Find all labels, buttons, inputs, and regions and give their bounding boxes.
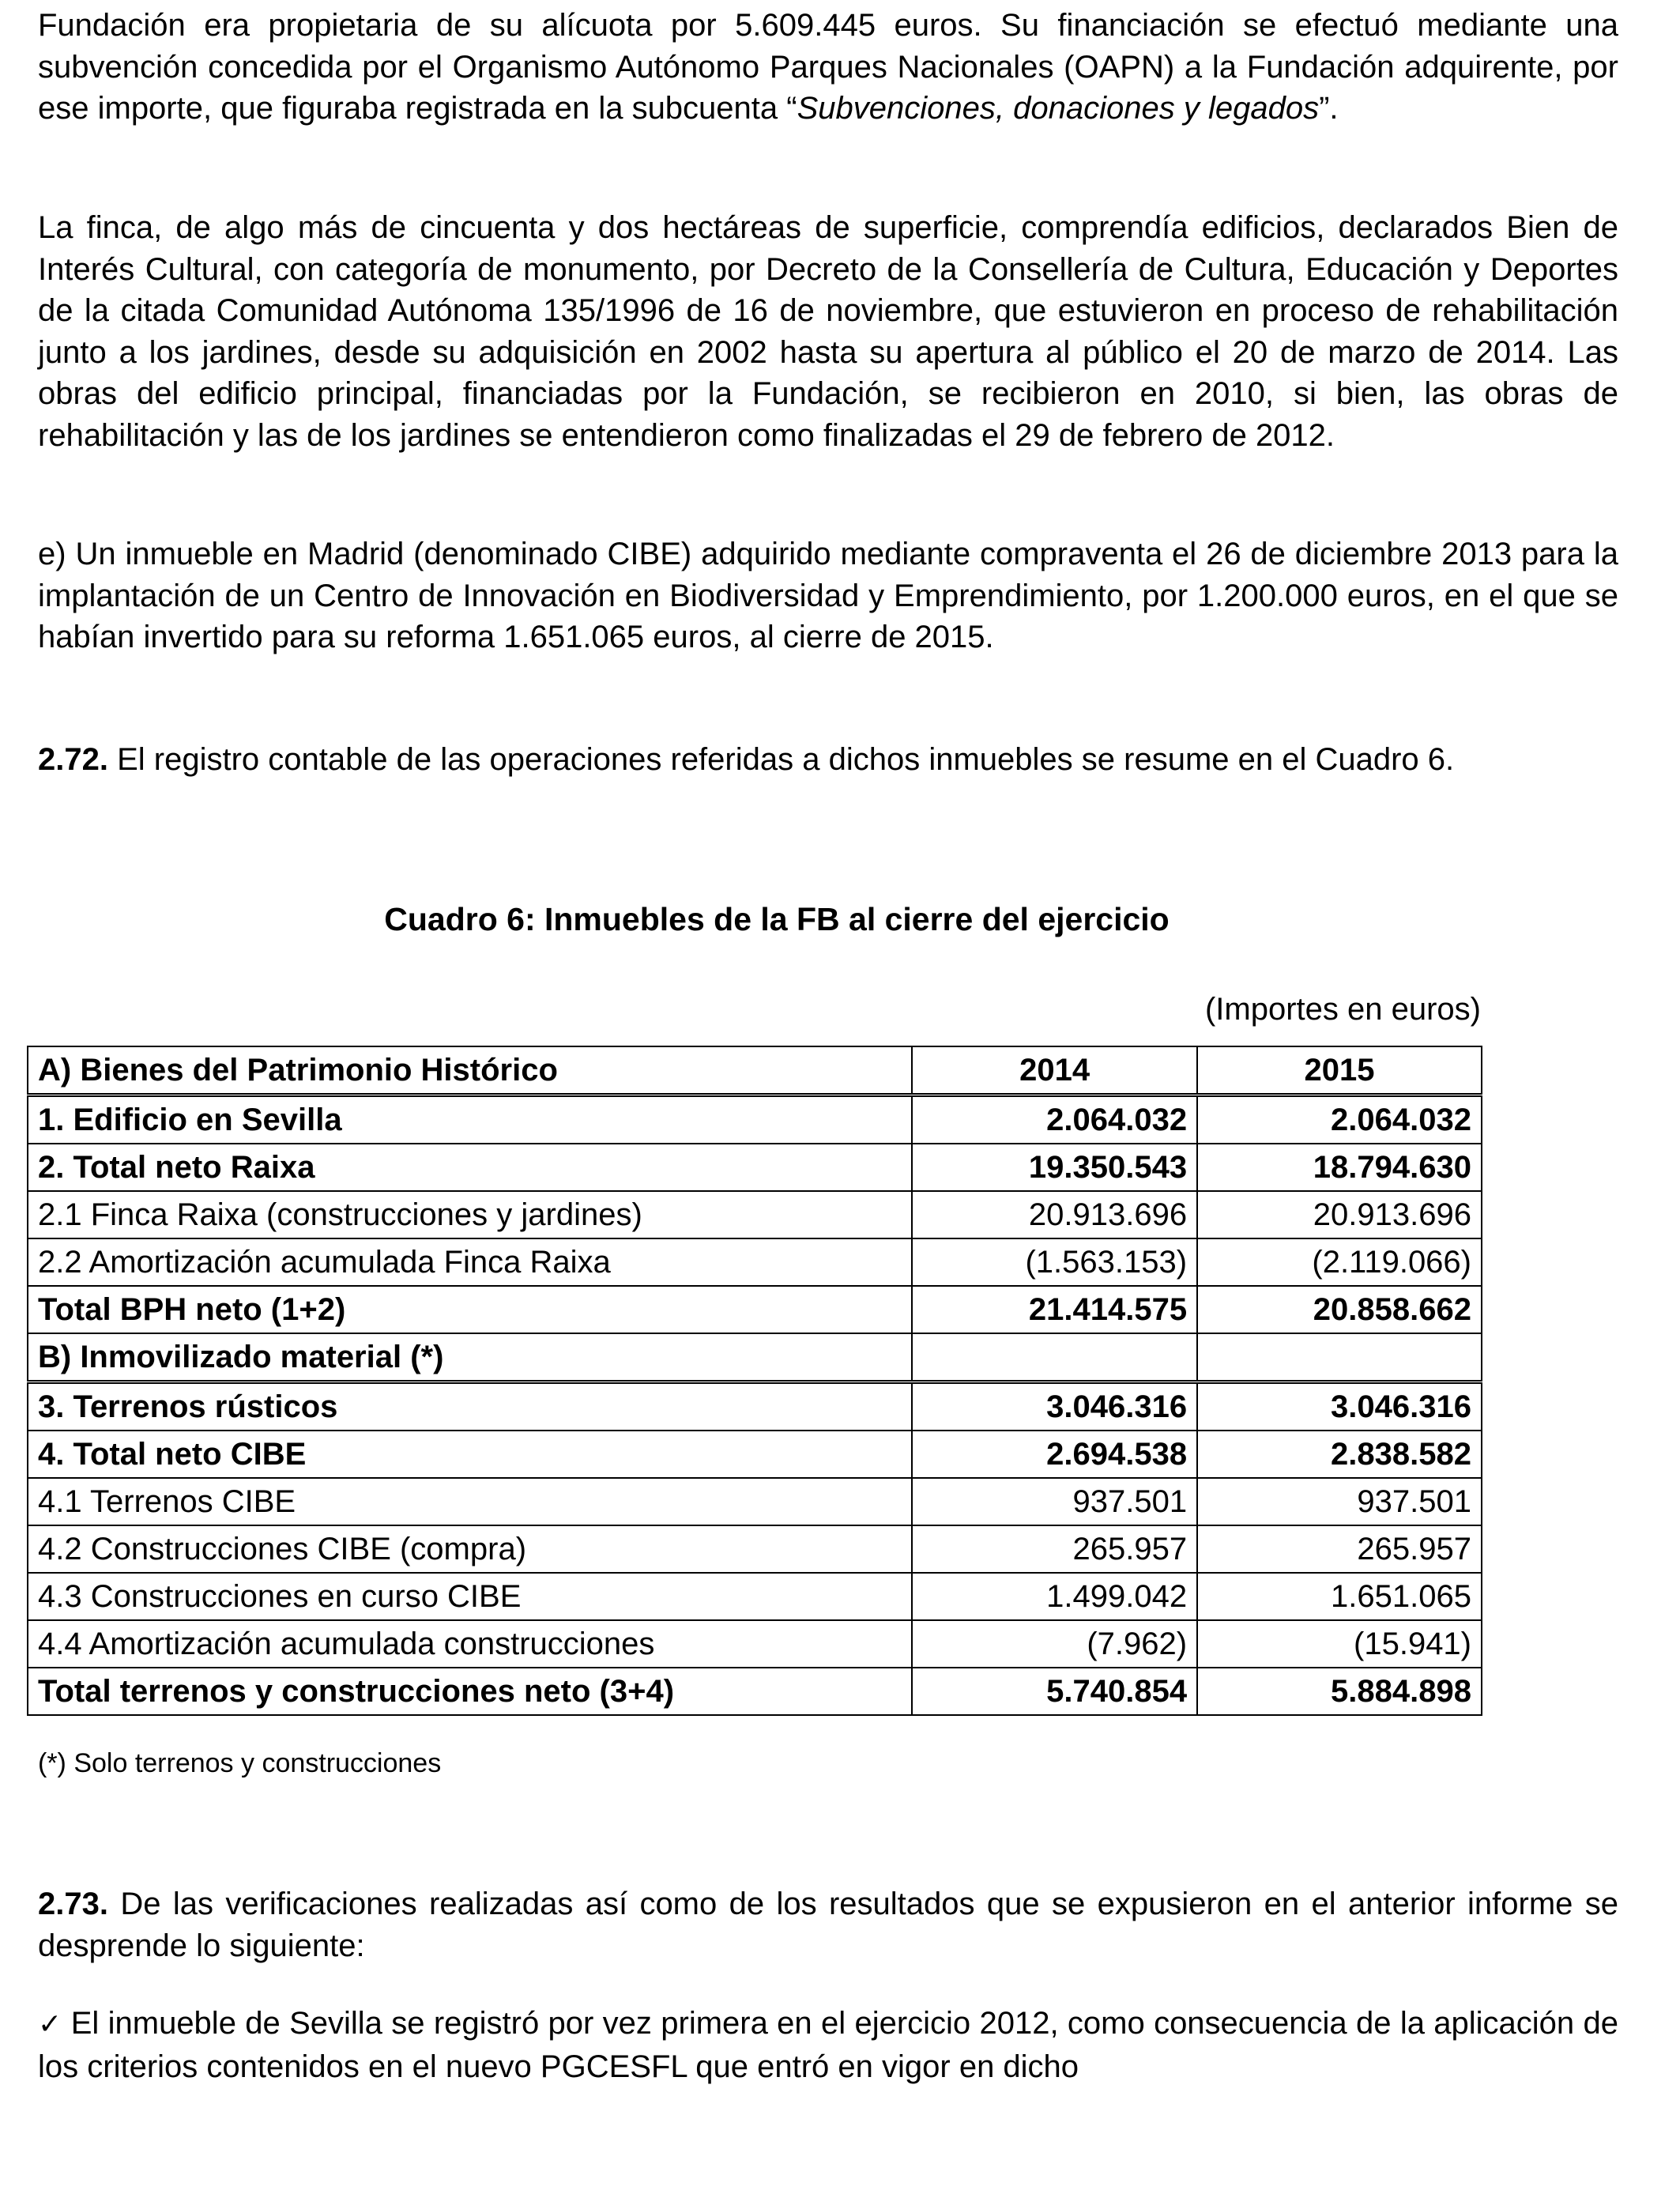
row-value-2014: [912, 1333, 1197, 1382]
paragraph-finca: La finca, de algo más de cincuenta y dos hectáreas de superficie, comprendía edificios, declarados Bien de Interés Cultural, con categoría de monumento, por Decreto de la Consellería de Cultura, Educación y Deportes de la citada Comunidad Autónoma 135/1996 de 16 de noviembre, que estuvieron en proceso de rehabilitación junto a los jardines, desde su adquisición en 2002 hasta su apertura al público el 20 de marzo de 2014. Las obras del edificio principal, financiadas por la Fundación, se recibieron en 2010, si bien, las obras de rehabilitación y las de los jardines se entendieron como finalizadas el 29 de febrero de 2012.: [38, 210, 1618, 453]
row-value-2015: (2.119.066): [1197, 1238, 1482, 1286]
table-section-row: [28, 1333, 1482, 1382]
table-row: [28, 1286, 1482, 1333]
row-value-2014: 19.350.543: [912, 1144, 1197, 1191]
row-value-2014: 21.414.575: [912, 1286, 1197, 1333]
table-row: [28, 1573, 1482, 1620]
row-label: 4.2 Construcciones CIBE (compra): [28, 1525, 912, 1573]
paragraph-text: Fundación era propietaria de su alícuota por 5.609.445 euros. Su financiación se efectuó mediante una subvención concedida por el Organismo Autónomo Parques Nacionales (OAPN) a la Fundación adquirente, por ese importe, que figuraba registrada en la subcuenta “: [38, 8, 1618, 126]
table-row: [28, 1144, 1482, 1191]
row-value-2014: 20.913.696: [912, 1191, 1197, 1238]
checkmark-icon: ✓: [38, 2008, 62, 2041]
row-value-2014: (7.962): [912, 1620, 1197, 1668]
row-value-2015: (15.941): [1197, 1620, 1482, 1668]
header-year-2014: 2014: [912, 1046, 1197, 1095]
paragraph-number: 2.73.: [38, 1887, 108, 1921]
table-footnote: (*) Solo terrenos y construcciones: [38, 1748, 442, 1778]
row-label: 3. Terrenos rústicos: [28, 1382, 912, 1431]
row-value-2014: 265.957: [912, 1525, 1197, 1573]
table-row: [28, 1478, 1482, 1525]
row-value-2014: 2.694.538: [912, 1431, 1197, 1478]
table-row: [28, 1382, 1482, 1431]
table-row: [28, 1431, 1482, 1478]
section-label: B) Inmovilizado material (*): [28, 1333, 912, 1382]
row-label: 2. Total neto Raixa: [28, 1144, 912, 1191]
table-row: [28, 1620, 1482, 1668]
paragraph-text: El inmueble de Sevilla se registró por vez primera en el ejercicio 2012, como consecuencia de la aplicación de los criterios contenidos en el nuevo PGCESFL que entró en vigor en dicho: [38, 2006, 1618, 2084]
table-row: [28, 1668, 1482, 1715]
row-label: 2.2 Amortización acumulada Finca Raixa: [28, 1238, 912, 1286]
table-row: [28, 1525, 1482, 1573]
row-label: 4.3 Construcciones en curso CIBE: [28, 1573, 912, 1620]
header-label: A) Bienes del Patrimonio Histórico: [28, 1046, 912, 1095]
row-value-2015: 3.046.316: [1197, 1382, 1482, 1431]
row-value-2015: 1.651.065: [1197, 1573, 1482, 1620]
row-label: Total terrenos y construcciones neto (3+4): [28, 1668, 912, 1715]
cuadro-6-table: [27, 1046, 1482, 1716]
row-value-2015: 937.501: [1197, 1478, 1482, 1525]
italic-term: Subvenciones, donaciones y legados: [797, 91, 1320, 126]
row-value-2014: 2.064.032: [912, 1095, 1197, 1144]
table-units: (Importes en euros): [1204, 992, 1481, 1027]
row-value-2014: 937.501: [912, 1478, 1197, 1525]
row-value-2015: 18.794.630: [1197, 1144, 1482, 1191]
row-value-2014: (1.563.153): [912, 1238, 1197, 1286]
table-row: [28, 1095, 1482, 1144]
row-label: 4.1 Terrenos CIBE: [28, 1478, 912, 1525]
paragraph-number: 2.72.: [38, 742, 108, 777]
table-header-row: [28, 1046, 1482, 1095]
paragraph-cibe: e) Un inmueble en Madrid (denominado CIBE) adquirido mediante compraventa el 26 de diciembre 2013 para la implantación de un Centro de Innovación en Biodiversidad y Emprendimiento, por 1.200.000 euros, en el que se habían invertido para su reforma 1.651.065 euros, al cierre de 2015.: [38, 537, 1618, 654]
header-year-2015: 2015: [1197, 1046, 1482, 1095]
row-label: 1. Edificio en Sevilla: [28, 1095, 912, 1144]
row-value-2015: 265.957: [1197, 1525, 1482, 1573]
row-value-2014: 5.740.854: [912, 1668, 1197, 1715]
bullet-paragraph-sevilla: [38, 2003, 1618, 2087]
paragraph-text-end: ”.: [1319, 91, 1339, 126]
paragraph-financing: [38, 5, 1618, 130]
row-value-2015: 20.913.696: [1197, 1191, 1482, 1238]
table-caption: Cuadro 6: Inmuebles de la FB al cierre del ejercicio: [384, 901, 1170, 937]
paragraph-text: De las verificaciones realizadas así como de los resultados que se expusieron en el anterior informe se desprende lo siguiente:: [38, 1887, 1618, 1963]
row-value-2015: 20.858.662: [1197, 1286, 1482, 1333]
row-label: Total BPH neto (1+2): [28, 1286, 912, 1333]
paragraph-text: El registro contable de las operaciones referidas a dichos inmuebles se resume en el Cuadro 6.: [107, 742, 1455, 777]
row-value-2015: [1197, 1333, 1482, 1382]
paragraph-2-72: [38, 739, 1618, 781]
table-row: [28, 1191, 1482, 1238]
paragraph-2-73: [38, 1883, 1618, 1966]
row-value-2014: 1.499.042: [912, 1573, 1197, 1620]
row-label: 4. Total neto CIBE: [28, 1431, 912, 1478]
row-value-2015: 2.064.032: [1197, 1095, 1482, 1144]
table-row: [28, 1238, 1482, 1286]
row-label: 2.1 Finca Raixa (construcciones y jardines): [28, 1191, 912, 1238]
row-value-2014: 3.046.316: [912, 1382, 1197, 1431]
row-value-2015: 5.884.898: [1197, 1668, 1482, 1715]
row-value-2015: 2.838.582: [1197, 1431, 1482, 1478]
row-label: 4.4 Amortización acumulada construcciones: [28, 1620, 912, 1668]
